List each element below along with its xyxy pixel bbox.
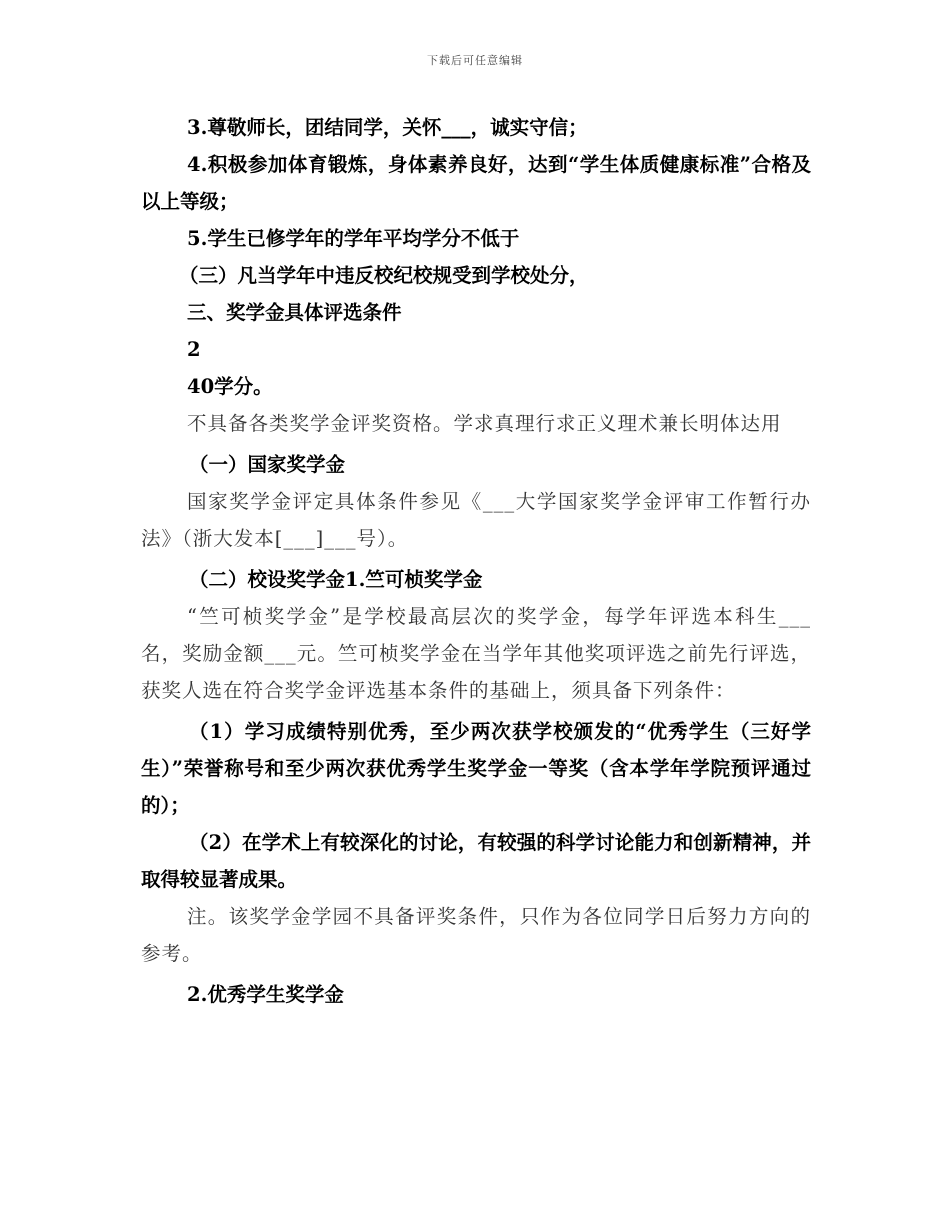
- paragraph-item-4: 4.积极参加体育锻炼，身体素养良好，达到“学生体质健康标准”合格及以上等级；: [141, 153, 811, 213]
- paragraph-item-3: 3.尊敬师长，团结同学，关怀___，诚实守信；: [187, 116, 588, 139]
- paragraph-zhu-kezhen: “竺可桢奖学金”是学校最高层次的奖学金，每学年评选本科生___名，奖励金额___元。竺可桢奖学金在当学年其他奖项评选之前先行评选，获奖人选在符合奖学金评选基本条件的基础上，须具备下列条件：: [141, 605, 811, 702]
- paragraph-ineligible: 不具备各类奖学金评奖资格。学求真理行求正义理术兼长明体达用: [187, 412, 782, 435]
- subheading-national-scholarship: （一）国家奖学金: [189, 453, 346, 476]
- paragraph-credits: 40学分。: [187, 375, 273, 398]
- paragraph-item-5: 5.学生已修学年的学年平均学分不低于: [187, 227, 520, 250]
- condition-item-1: （1）学习成绩特别优秀，至少两次获学校颁发的“优秀学生（三好学生）”荣誉称号和至少两次获优秀学生奖学金一等奖（含本学年学院预评通过的）；: [141, 720, 811, 817]
- section-heading-3: 三、奖学金具体评选条件: [187, 301, 402, 324]
- paragraph-note: 注。该奖学金学园不具备评奖条件，只作为各位同学日后努力方向的参考。: [141, 905, 811, 965]
- subheading-excellent-student-scholarship: 2.优秀学生奖学金: [187, 983, 344, 1006]
- paragraph-number: 2: [187, 338, 201, 361]
- page-header: 下载后可任意编辑: [427, 54, 523, 67]
- paragraph-national-scholarship: 国家奖学金评定具体条件参见《___大学国家奖学金评审工作暂行办法》（浙大发本[___]___号）。: [141, 490, 811, 550]
- document-body: [141, 109, 811, 1013]
- paragraph-section-3: （三）凡当学年中违反校纪校规受到学校处分，: [179, 264, 589, 287]
- condition-item-2: （2）在学术上有较深化的讨论，有较强的科学讨论能力和创新精神，并取得较显著成果。: [141, 831, 811, 891]
- subheading-school-scholarship: （二）校设奖学金1.竺可桢奖学金: [189, 568, 483, 591]
